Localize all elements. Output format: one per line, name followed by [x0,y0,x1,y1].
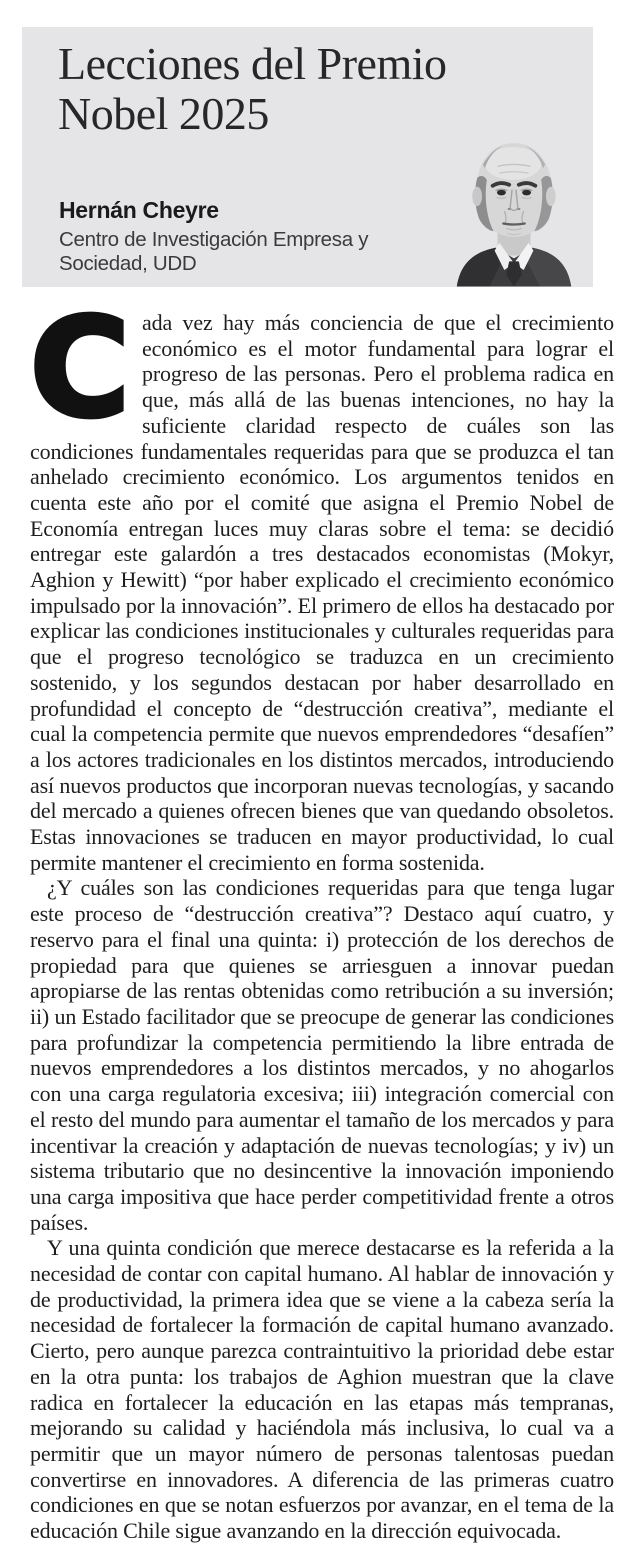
article-title-line-1: Lecciones del Premio [58,38,447,89]
author-name: Hernán Cheyre [59,197,219,223]
paragraph-1-text: ada vez hay más conciencia de que el crecimiento económico es el motor fundamental para lograr el progreso de las personas. Pero el problema radica en que, más allá de las buenas intenciones, no hay la suficiente claridad respecto de cuáles son las condiciones fundamentales requeridas para que se produzca el tan anhelado crecimiento económico. Los argumentos tenidos en cuenta este año por el comité que asigna el Premio Nobel de Economía entregan luces muy claras sobre el tema: se decidió entregar este galardón a tres destacados economistas (Mokyr, Aghion y Hewitt) “por haber explicado el crecimiento económico impulsado por la innovación”. El primero de ellos ha destacado por explicar las condiciones institucionales y culturales requeridas para que el progreso tecnológico se traduzca en un crecimiento sostenido, y los segundos destacan por haber desarrollado en profundidad el concepto de “destrucción creativa”, mediante el cual la competencia permite que nuevos emprendedores “desafíen” a los actores tradicionales en los distintos mercados, introduciendo así nuevos productos que incorporan nuevas tecnologías, y sacando del mercado a quienes ofrecen bienes que van quedando obsoletos. Estas innovaciones se traducen en mayor productividad, lo cual permite mantener el crecimiento en forma sostenida. [30,310,614,875]
author-affiliation-line-1: Centro de Investigación Empresa y [59,228,369,251]
article-masthead [22,27,593,287]
article-title [58,39,447,139]
paragraph-2: ¿Y cuáles son las condiciones requeridas para que tenga lugar este proceso de “destrucción creativa”? Destaco aquí cuatro, y reservo para el final una quinta: i) protección de los derechos de propiedad para que quienes se arriesguen a innovar puedan apropiarse de las rentas obtenidas como retribución a su inversión; ii) un Estado facilitador que se preocupe de generar las condiciones para profundizar la competencia permitiendo la libre entrada de nuevos emprendedores a los distintos mercados, y no ahogarlos con una carga regulatoria excesiva; iii) integración comercial con el resto del mundo para aumentar el tamaño de los mercados y para incentivar la creación y adaptación de nuevas tecnologías; y iv) un sistema tributario que no desincentive la innovación imponiendo una carga impositiva que hace perder competitividad frente a otros países. [30,875,614,1235]
author-portrait-photo [451,131,577,287]
author-affiliation-line-2: Sociedad, UDD [59,252,197,275]
paragraph-1 [30,290,614,875]
article-body [30,290,614,1544]
paragraph-3: Y una quinta condición que merece destacarse es la referida a la necesidad de contar con capital humano. Al hablar de innovación y de productividad, la primera idea que se viene a la cabeza sería la necesidad de fortalecer la formación de capital humano avanzado. Cierto, pero aunque parezca contraintuitivo la prioridad debe estar en la otra punta: los trabajos de Aghion muestran que la clave radica en fortalecer la educación en las etapas más tempranas, mejorando su calidad y haciéndola más inclusiva, lo cual va a permitir que un mayor número de personas talentosas puedan convertirse en innovadores. A diferencia de las primeras cuatro condiciones en que se notan esfuerzos por avanzar, en el tema de la educación Chile sigue avanzando en la dirección equivocada. [30,1235,614,1544]
article-title-line-2: Nobel 2025 [58,88,269,139]
drop-cap-letter: C [30,290,130,448]
author-block [59,197,368,276]
author-portrait-illustration [451,131,577,287]
